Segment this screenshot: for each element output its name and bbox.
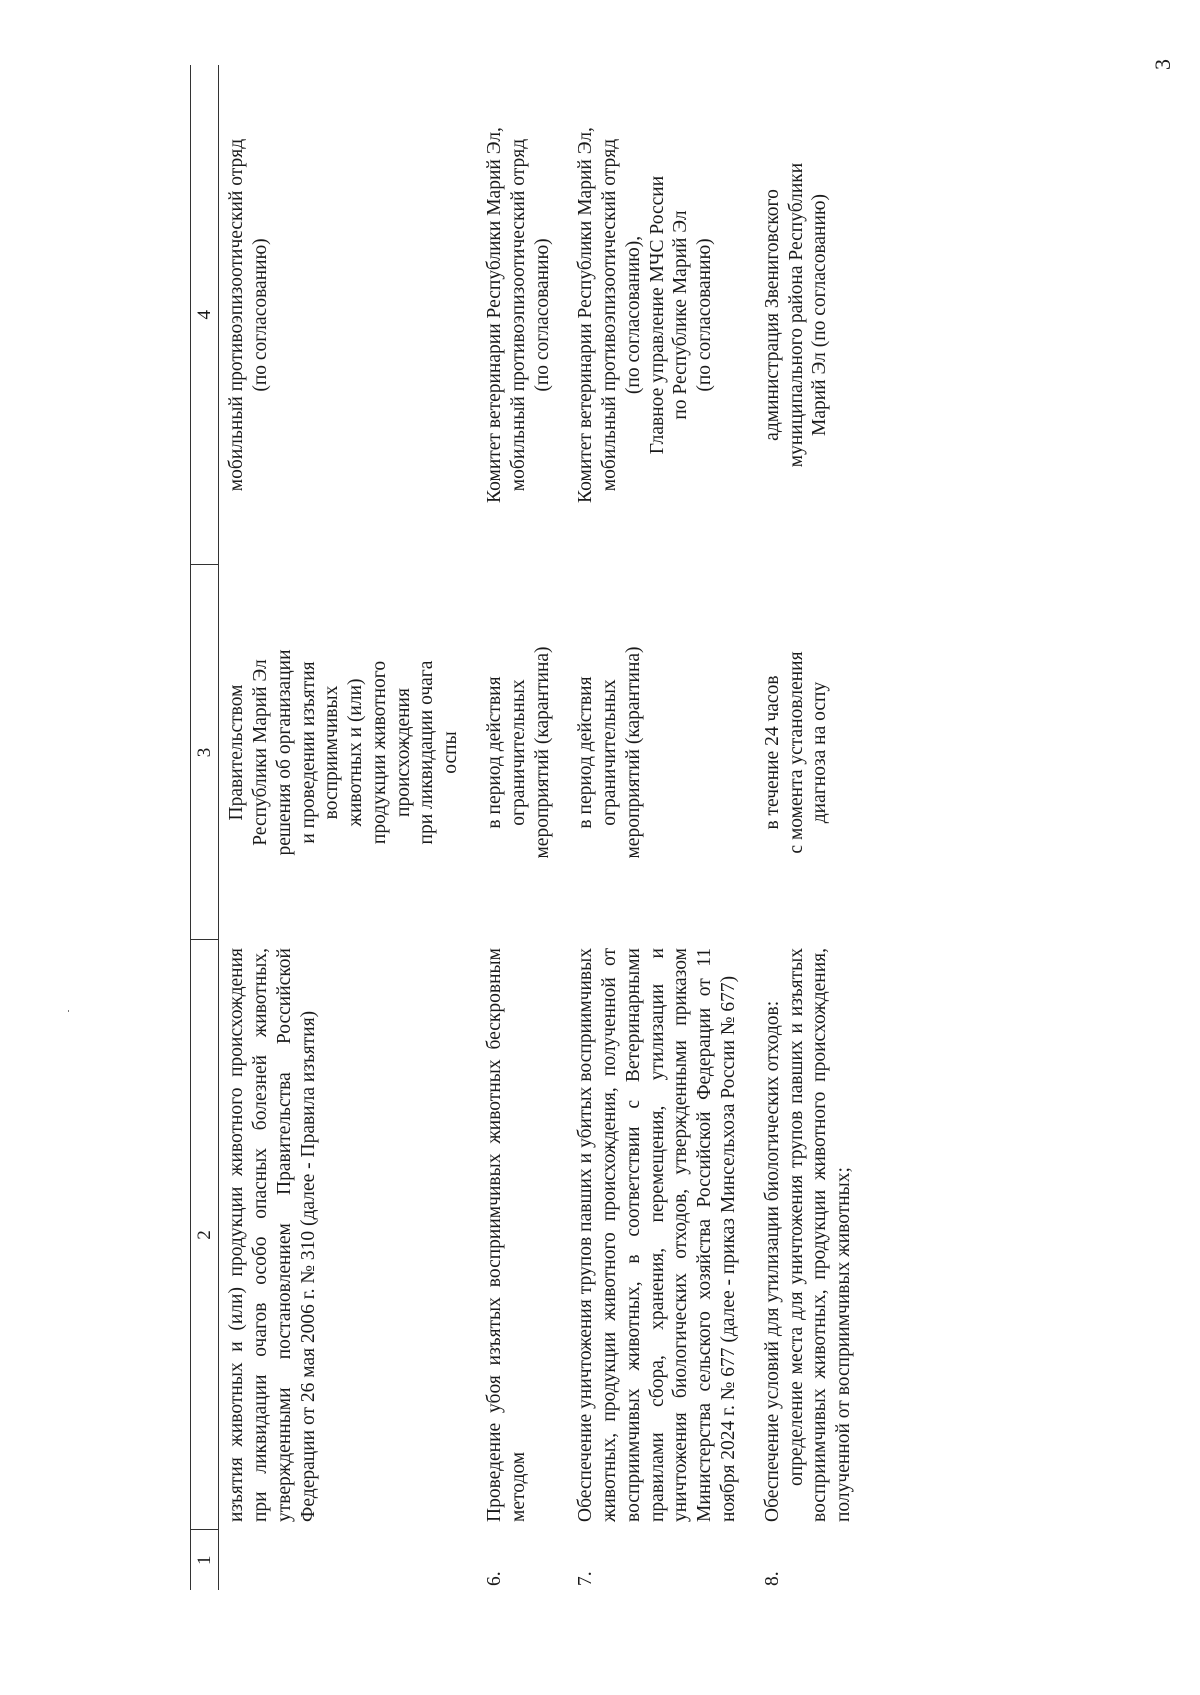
row-responsible: администрация Звениговского муниципального района Республики Марий Эл (по согласованию) — [761, 162, 831, 468]
row-action-subitem: определение места для уничтожения трупов павших и изъятых восприимчивых животных, продукции животного происхождения, полученной от восприимчивых животных; — [785, 948, 855, 1522]
row-action: Обеспечение условий для утилизации биологических отходов: — [761, 1000, 783, 1522]
row-responsible: Комитет ветеринарии Республики Марий Эл, мобильный противоэпизоотический отряд (по согласованию), Главное управление МЧС России по Республике Марий Эл (по согласованию) — [575, 127, 716, 503]
table-header-row — [191, 65, 219, 1590]
table-row — [219, 65, 477, 1590]
row-responsible: Комитет ветеринарии Республики Марий Эл, мобильный противоэпизоотический отряд (по согласованию) — [483, 127, 553, 503]
header-col-2: 2 — [191, 940, 219, 1530]
row-term: Правительством Республики Марий Эл решения об организации и проведении изъятия восприимчивых животных и (или) продукции животного происхождения при ликвидации очага оспы — [226, 649, 462, 856]
table-row — [755, 65, 870, 1590]
table-row — [568, 65, 754, 1590]
row-action: Обеспечение уничтожения трупов павших и убитых восприимчивых животных, продукции животного происхождения, полученной от восприимчивых животных, в соответствии с Ветеринарными правилами сбора, хранения, перемещения, утилизации и уничтожения биологических отходов, утвержденными приказом Министерства сельского хозяйства Российской Федерации от 11 ноября 2024 г. № 677 (далее - приказ Минсельхоза России № 677) — [575, 948, 740, 1522]
table-row — [477, 65, 568, 1590]
row-number: 6. — [483, 1571, 505, 1586]
header-col-3: 3 — [191, 565, 219, 940]
row-responsible: мобильный противоэпизоотический отряд (по согласованию) — [226, 138, 271, 492]
row-number — [219, 1530, 477, 1590]
rotated-page-content — [190, 65, 1160, 1590]
page-number: 3 — [1150, 59, 1175, 70]
row-number: 8. — [761, 1571, 783, 1586]
measures-table — [190, 65, 870, 1590]
row-term: в течение 24 часов с момента установления диагноза на оспу — [761, 651, 831, 854]
header-col-4: 4 — [191, 65, 219, 565]
row-number: 7. — [575, 1571, 597, 1586]
scan-speck — [68, 1010, 69, 1012]
row-action: Проведение убоя изъятых восприимчивых животных бескровным методом — [483, 948, 529, 1522]
row-action: изъятия животных и (или) продукции животного происхождения при ликвидации очагов особо опасных болезней животных, утвержденными постановлением Правительства Российской Федерации от 26 мая 2006 г. № 310 (далее - Правила изъятия) — [226, 948, 319, 1522]
row-term: в период действия ограничительных мероприятий (карантина) — [575, 646, 644, 859]
row-term: в период действия ограничительных мероприятий (карантина) — [483, 646, 553, 859]
row-action-cell — [755, 940, 870, 1530]
header-col-1: 1 — [191, 1530, 219, 1590]
